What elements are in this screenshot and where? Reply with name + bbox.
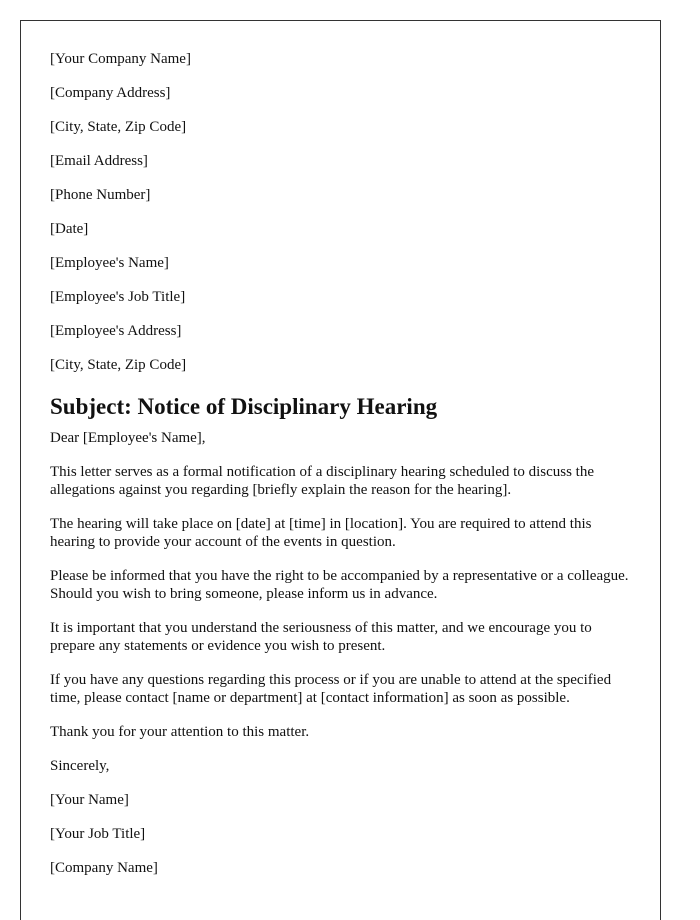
body-paragraph: If you have any questions regarding this process or if you are unable to attend at the specified time, please contact [name or department] at [contact information] as soon as possible. <box>50 672 612 706</box>
sender-city-state-zip: [City, State, Zip Code] <box>50 119 187 135</box>
body-paragraph: This letter serves as a formal notification of a disciplinary hearing scheduled to discuss the allegations against you regarding [briefly explain the reason for the hearing]. <box>50 464 595 498</box>
recipient-address: [Employee's Address] <box>50 323 182 339</box>
sender-company-name: [Your Company Name] <box>50 51 191 67</box>
letter-date: [Date] <box>50 221 89 237</box>
sender-phone: [Phone Number] <box>50 187 151 203</box>
valediction: Sincerely, <box>50 758 110 774</box>
signer-name: [Your Name] <box>50 792 129 808</box>
sender-company-address: [Company Address] <box>50 85 171 101</box>
signer-company-name: [Company Name] <box>50 860 158 876</box>
recipient-name: [Employee's Name] <box>50 255 169 271</box>
body-paragraph: It is important that you understand the seriousness of this matter, and we encourage you to prepare any statements or evidence you wish to present. <box>50 620 592 654</box>
letter-page <box>20 20 661 920</box>
body-paragraph: The hearing will take place on [date] at [time] in [location]. You are required to attend this hearing to provide your account of the events in question. <box>50 516 592 550</box>
salutation: Dear [Employee's Name], <box>50 430 206 446</box>
signer-job-title: [Your Job Title] <box>50 826 146 842</box>
recipient-job-title: [Employee's Job Title] <box>50 289 186 305</box>
recipient-city-state-zip: [City, State, Zip Code] <box>50 357 187 373</box>
body-paragraph: Please be informed that you have the right to be accompanied by a representative or a colleague. Should you wish to bring someone, please inform us in advance. <box>50 568 629 602</box>
sender-email: [Email Address] <box>50 153 148 169</box>
body-paragraph: Thank you for your attention to this matter. <box>50 724 310 740</box>
subject-heading: Subject: Notice of Disciplinary Hearing <box>50 394 438 419</box>
